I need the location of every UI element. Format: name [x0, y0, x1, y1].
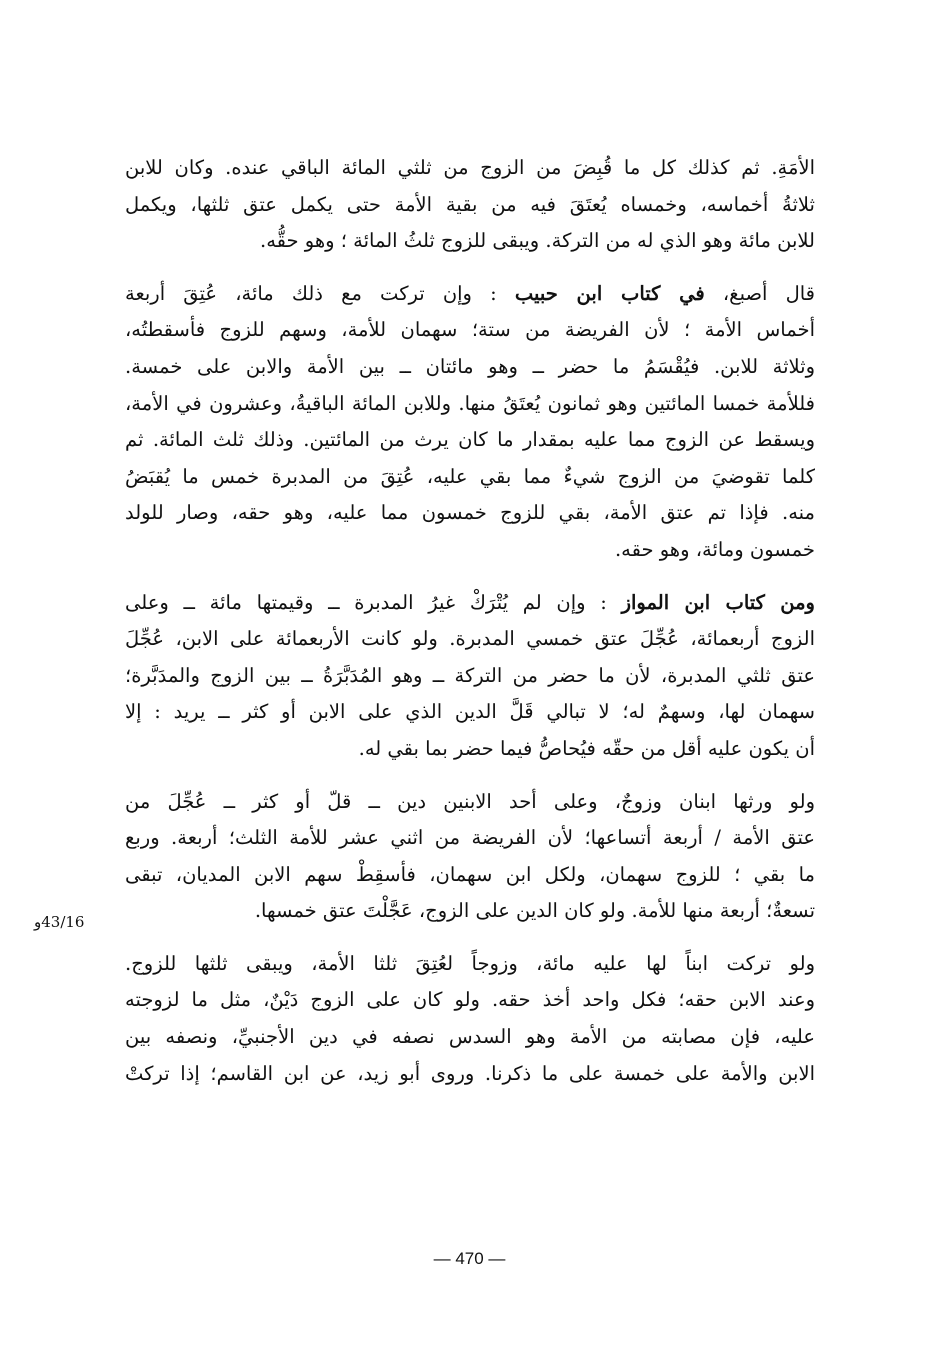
text-line: سهمان لها، وسهمٌ له؛ لا تبالي قَلَّ الدين الذي على الابن أو كثر ــ يريد : إلا	[125, 700, 815, 724]
text-line: منه. فإذا تم عتق الأمة، بقي للزوج خمسون مما عليه، وهو حقه، وصار للولد	[125, 501, 815, 525]
text-line: ولو ورثها ابنان وزوجٌ، وعلى أحد الابنين دين ــ قلّ أو كثر ــ عُجِّلَ من	[125, 789, 815, 813]
text-line: عليه، فإن مصابته من الأمة وهو السدس نصفه في دين الأجنبيِّ، ونصفه بين	[125, 1025, 815, 1049]
text-line: فللأمة خمسا المائتين وهو ثمانون يُعتَقُ منها. وللابن المائة الباقيةُ، وعشرون في الأمة،	[125, 391, 815, 415]
text-line: ثلاثةُ أخماسه، وخمساه يُعتَقَ فيه من بقية الأمة حتى يكمل عتق ثلثها، ويكمل	[125, 192, 815, 216]
text-line: كلما تقوضيَ من الزوج شيءٌ مما بقي عليه، عُتِقَ من المدبرة خمس ما يُقبَضُ	[125, 464, 815, 488]
text-line: عتق ثلثي المدبرة، لأن ما حضر من التركة ــ وهو المُدَبَّرَةُ ــ بين الزوج والمدَبَّرة؛	[125, 663, 815, 687]
book-title: ومن كتاب ابن المواز	[621, 590, 815, 614]
text-line: ويسقط عن الزوج مما عليه بمقدار ما كان يرث من المائتين. وذلك ثلث المائة. ثم	[125, 428, 815, 452]
paragraph-3	[125, 585, 815, 768]
text-line: ولو تركت ابناً لها عليه مائة، وزوجاً لعُتِقَ ثلثا الأمة، ويبقى ثلثها للزوج.	[125, 951, 815, 975]
text-line: تسعةٌ؛ أربعة منها للأمة. ولو كان الدين على الزوج، عَجَّلْتَ عتق خمسها.	[254, 899, 815, 923]
text-line: الأمَةِ. ثم كذلك كل ما قُبِضَ من الزوج من ثلثي المائة الباقي عنده. وكان للابن	[125, 156, 815, 179]
page-text	[125, 150, 815, 1108]
margin-folio-note: 43/16و	[34, 913, 85, 931]
text-line: أخماس الأمة ؛ لأن الفريضة من ستة؛ سهمان للأمة، وسهم للزوج فأسقطتُه،	[125, 318, 815, 342]
text-line: قال أصبغ، في كتاب ابن حبيب : وإن تركت مع ذلك مائة، عُتِقَ أربعة	[125, 281, 815, 305]
text-line: ما بقي ؛ للزوج سهمان، ولكل ابن سهمان، فأسقِطْ سهم الابن المديان، تبقى	[125, 862, 815, 886]
text-line: عتق الأمة / أربعة أتساعها؛ لأن الفريضة من اثني عشر للأمة الثلث؛ أربعة. وربع	[125, 826, 815, 850]
paragraph-4	[125, 784, 815, 930]
page-number: — 470 —	[433, 1249, 506, 1268]
text-line: للابن مائة وهو الذي له من التركة. ويبقى للزوج ثلثُ المائة ؛ وهو حقُّه.	[260, 229, 815, 253]
text-line: وثلاثة للابن. فيُقْسَمُ ما حضر ــ وهو مائتان ــ بين الأمة والابن على خمسة.	[125, 354, 815, 378]
text-line: ومن كتاب ابن المواز : وإن لم يُتْرَكْ غيرُ المدبرة ــ وقيمتها مائة ــ وعلى	[125, 590, 815, 614]
paragraph-2	[125, 276, 815, 569]
paragraph-5	[125, 946, 815, 1092]
text-line: الابن والأمة على خمسة على ما ذكرنا. وروى أبو زيد، عن ابن القاسم؛ إذا تركتْ	[125, 1061, 815, 1085]
text-line: وعند الابن حقه؛ فكل واحد أخذ حقه. ولو كان على الزوج دَيْنٌ، مثل ما لزوجته	[125, 988, 815, 1012]
text-line: خمسون ومائة، وهو حقه.	[614, 537, 815, 561]
paragraph-1	[125, 150, 815, 260]
book-title: في كتاب ابن حبيب	[514, 281, 705, 305]
text-line: الزوج أربعمائة، عُجِّلَ عتق خمسي المدبرة. ولو كانت الأربعمائة على الابن، عُجِّلَ	[125, 627, 815, 651]
text-line: أن يكون عليه أقل من حقّه فيُحاصُّ فيما حضر بما بقي له.	[358, 736, 815, 760]
